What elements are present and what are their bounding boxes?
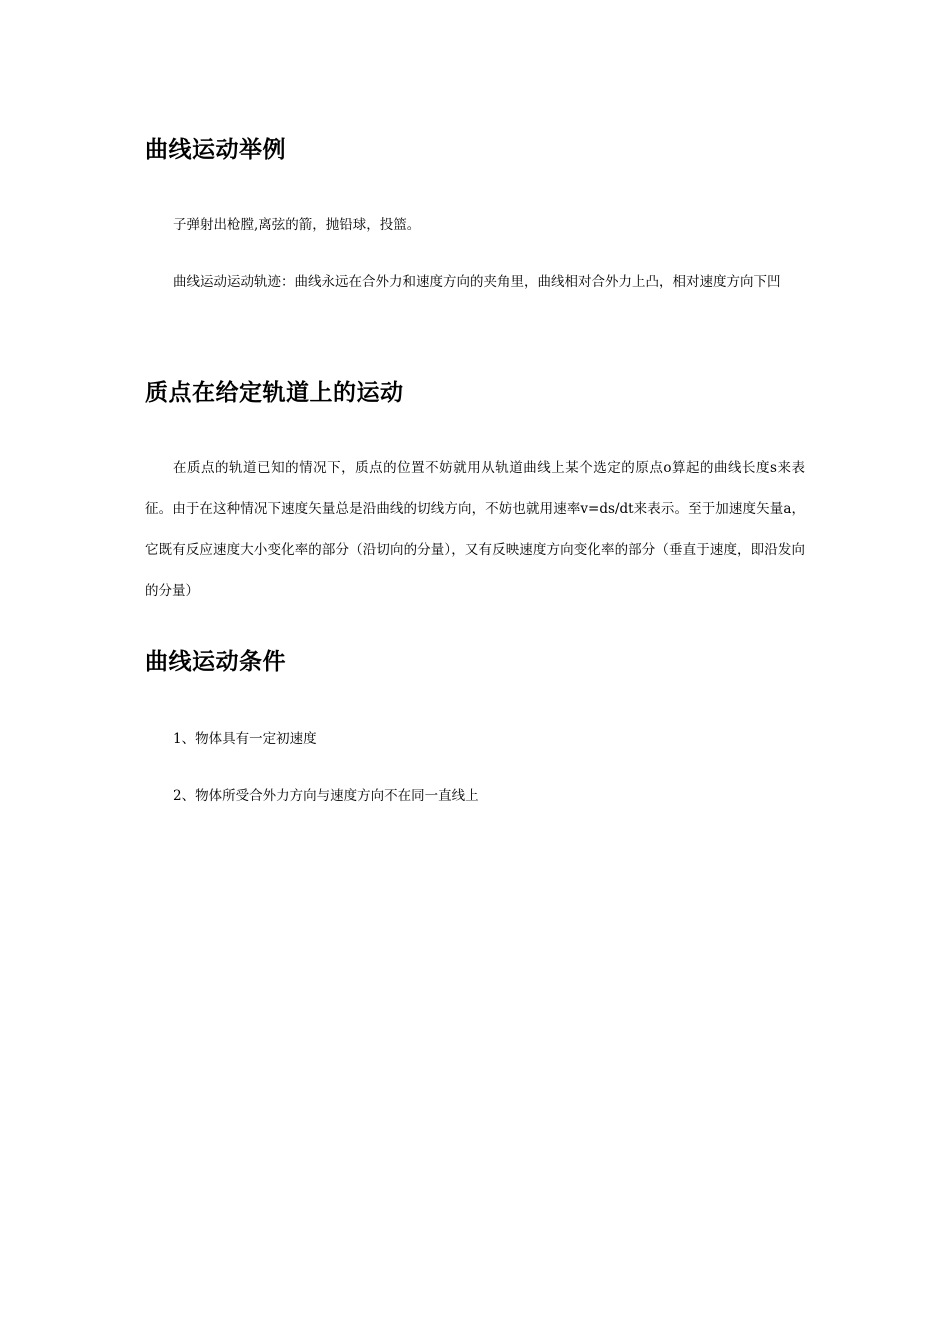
section-heading-given-track: 质点在给定轨道上的运动: [145, 380, 404, 406]
paragraph-examples: 子弹射出枪膛,离弦的箭，抛铅球，投篮。: [173, 217, 421, 233]
condition-item-1: 1、物体具有一定初速度: [173, 731, 317, 747]
condition-item-2: 2、物体所受合外力方向与速度方向不在同一直线上: [173, 788, 479, 804]
section-heading-curve-examples: 曲线运动举例: [145, 137, 286, 163]
paragraph-trajectory: 曲线运动运动轨迹：曲线永远在合外力和速度方向的夹角里，曲线相对合外力上凸，相对速度方向下凹: [173, 274, 781, 290]
section-heading-conditions: 曲线运动条件: [145, 649, 286, 675]
paragraph-given-track: 在质点的轨道已知的情况下，质点的位置不妨就用从轨道曲线上某个选定的原点o算起的曲线长度s来表征。由于在这种情况下速度矢量总是沿曲线的切线方向，不妨也就用速率v=ds/dt来表示。至于加速度矢量a，它既有反应速度大小变化率的部分（沿切向的分量），又有反映速度方向变化率的部分（垂直于速度，即沿发向的分量）: [145, 460, 805, 599]
